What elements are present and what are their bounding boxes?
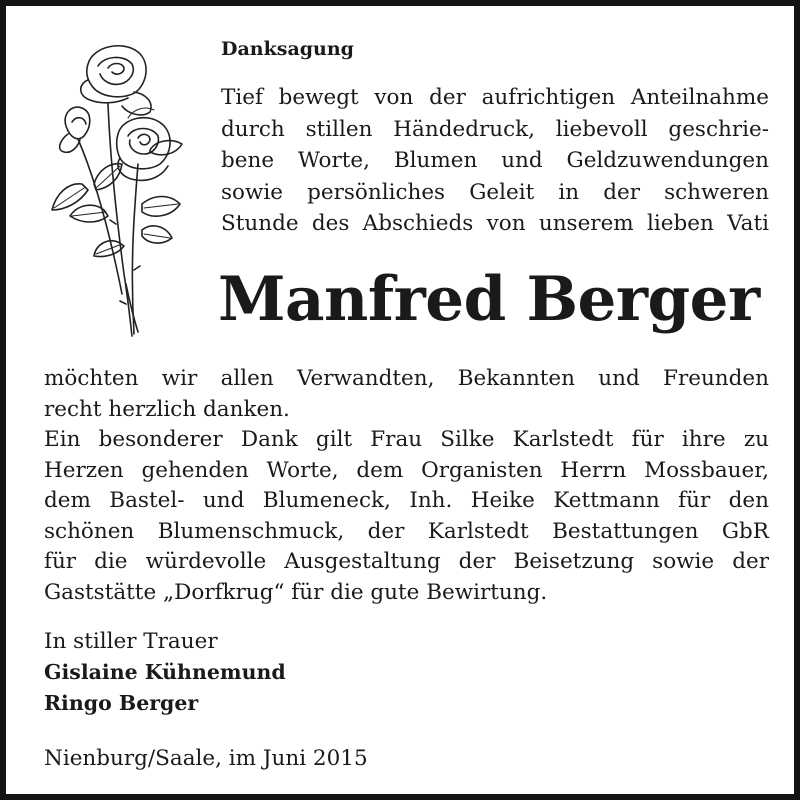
body-line: dem Bastel- und Blumeneck, Inh. Heike Kettmann für den: [44, 488, 769, 513]
body-line: recht herzlich danken.: [44, 396, 290, 422]
body-paragraph: [44, 364, 769, 608]
place-date: Nienburg/Saale, im Juni 2015: [44, 746, 368, 771]
rose-icon: [38, 34, 188, 344]
closing-line: In stiller Trauer: [44, 629, 218, 654]
intro-line: bene Worte, Blumen und Geldzuwendungen: [221, 148, 769, 173]
intro-line: sowie persönliches Geleit in der schweren: [221, 179, 769, 205]
intro-line: Stunde des Abschieds von unserem lieben Vati: [221, 211, 769, 236]
intro-paragraph: [221, 82, 769, 240]
intro-line: durch stillen Händedruck, liebevoll geschrie-: [221, 116, 769, 142]
body-line: Herzen gehenden Worte, dem Organisten Herrn Mossbauer,: [44, 457, 769, 483]
body-line: Ein besonderer Dank gilt Frau Silke Karlstedt für ihre zu: [44, 427, 769, 452]
deceased-name: Manfred Berger: [218, 264, 760, 335]
body-line: für die würdevolle Ausgestaltung der Beisetzung sowie der: [44, 549, 769, 574]
notice-heading: Danksagung: [221, 38, 354, 60]
signer-name: Ringo Berger: [44, 691, 199, 715]
body-line: schönen Blumenschmuck, der Karlstedt Bestattungen GbR: [44, 518, 769, 544]
intro-line: Tief bewegt von der aufrichtigen Anteilnahme: [221, 85, 769, 110]
closing-block: [44, 626, 286, 719]
body-line: möchten wir allen Verwandten, Bekannten und Freunden: [44, 366, 769, 391]
signer-name: Gislaine Kühnemund: [44, 660, 286, 684]
body-line: Gaststätte „Dorfkrug“ für die gute Bewirtung.: [44, 579, 548, 605]
